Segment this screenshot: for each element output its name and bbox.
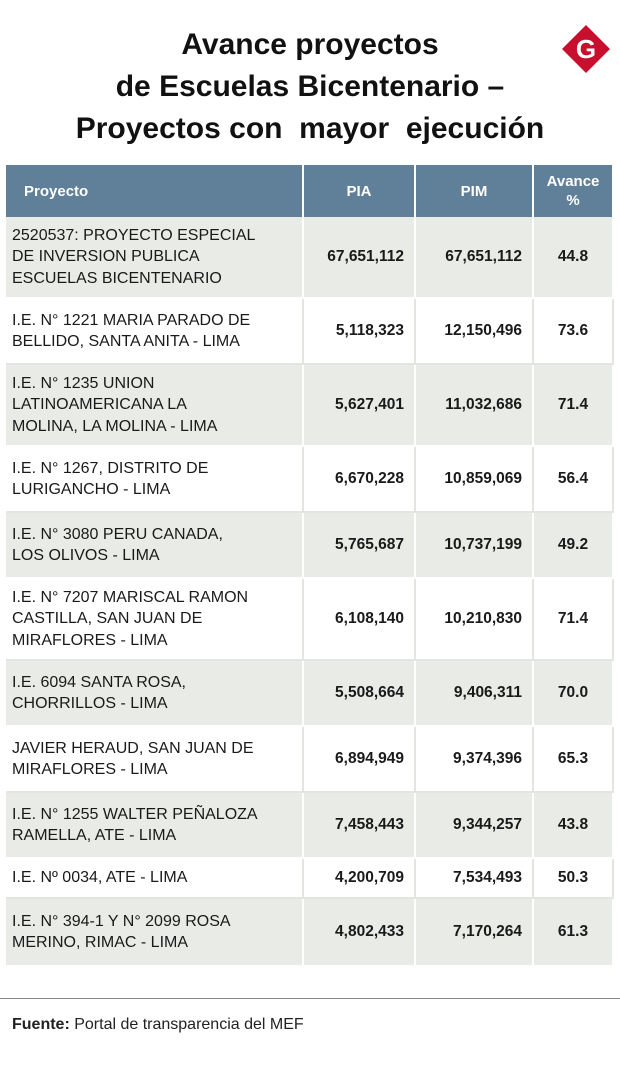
table-row [6,899,614,967]
cell-proyecto [6,727,304,793]
cell-avance-text: 71.4 [557,396,589,413]
cell-pim [416,661,534,727]
cell-avance-text: 50.3 [557,869,589,886]
cell-proyecto [6,365,304,447]
cell-avance [534,793,614,859]
cell-pim-text: 12,150,496 [444,322,522,339]
title-line-3: Proyectos con mayor ejecución [75,112,545,145]
cell-pim [416,899,534,967]
table-row [6,217,614,299]
gestion-logo-icon [561,24,611,74]
cell-proyecto [6,899,304,967]
cell-pia [304,365,416,447]
cell-proyecto [6,447,304,513]
cell-pim [416,447,534,513]
title-line-2: de Escuelas Bicentenario – [115,70,505,103]
col-header-avance-line2: % [566,192,580,209]
cell-pia [304,793,416,859]
cell-pia [304,859,416,899]
cell-avance [534,217,614,299]
cell-pim-text: 10,210,830 [444,610,522,627]
source-text: Portal de transparencia del MEF [69,1016,304,1033]
cell-avance [534,513,614,579]
table-row [6,365,614,447]
cell-pia-text: 4,200,709 [335,869,404,886]
col-header-proyecto: Proyecto [6,165,304,217]
cell-avance-text: 70.0 [557,684,589,701]
cell-pia-text: 5,765,687 [335,536,404,553]
cell-pia-text: 5,627,401 [335,396,404,413]
table-row [6,513,614,579]
table-row [6,447,614,513]
cell-proyecto-text: JAVIER HERAUD, SAN JUAN DE MIRAFLORES - LIMA [12,739,254,778]
projects-table [6,165,614,967]
cell-pia-text: 6,108,140 [335,610,404,627]
cell-pia [304,579,416,661]
cell-avance [534,365,614,447]
cell-pim-text: 10,737,199 [444,536,522,553]
cell-pim-text: 9,374,396 [453,750,522,767]
table-row [6,727,614,793]
cell-pia-text: 5,118,323 [335,322,404,339]
cell-pim [416,793,534,859]
table-row [6,661,614,727]
cell-pia [304,727,416,793]
cell-proyecto-text: I.E. N° 394-1 Y N° 2099 ROSA MERINO, RIMAC - LIMA [12,912,231,951]
cell-avance-text: 49.2 [557,536,589,553]
cell-pia-text: 7,458,443 [335,816,404,833]
table-row [6,793,614,859]
source-note [12,1016,304,1034]
cell-pia [304,899,416,967]
cell-proyecto-text: I.E. N° 1235 UNION LATINOAMERICANA LA MOLINA, LA MOLINA - LIMA [12,374,218,435]
cell-pia-text: 6,894,949 [335,750,404,767]
cell-pim [416,859,534,899]
cell-pim [416,365,534,447]
table-header-row [6,165,614,217]
cell-avance-text: 44.8 [557,248,589,265]
footer-divider [0,998,620,999]
cell-avance-text: 56.4 [557,470,589,487]
table-row [6,859,614,899]
cell-pim-text: 7,170,264 [453,923,522,940]
cell-pim-text: 10,859,069 [444,470,522,487]
cell-pia [304,217,416,299]
cell-avance [534,727,614,793]
cell-pia [304,513,416,579]
cell-pim-text: 11,032,686 [445,396,522,413]
cell-proyecto [6,579,304,661]
cell-pim-text: 9,406,311 [453,684,522,701]
cell-proyecto-text: I.E. Nº 0034, ATE - LIMA [12,869,188,887]
col-header-avance [534,165,614,217]
logo-letter: G [575,34,597,64]
cell-avance-text: 61.3 [557,923,589,940]
cell-proyecto [6,793,304,859]
cell-pim-text: 7,534,493 [453,869,522,886]
cell-pia-text: 67,651,112 [327,248,404,265]
cell-avance [534,899,614,967]
cell-pia-text: 4,802,433 [335,923,404,940]
cell-pia [304,447,416,513]
cell-proyecto-text: I.E. N° 3080 PERU CANADA, LOS OLIVOS - LIMA [12,525,223,564]
cell-proyecto [6,217,304,299]
title-line-1: Avance proyectos [181,28,439,61]
source-label: Fuente: [12,1016,70,1033]
cell-avance [534,859,614,899]
cell-pia-text: 5,508,664 [335,684,404,701]
cell-proyecto [6,661,304,727]
cell-pim [416,727,534,793]
col-header-pim: PIM [416,165,534,217]
col-header-pia: PIA [304,165,416,217]
cell-avance [534,661,614,727]
cell-avance-text: 71.4 [557,610,589,627]
col-header-avance-line1: Avance [546,173,600,190]
cell-pim [416,299,534,365]
cell-avance-text: 43.8 [557,816,589,833]
cell-pim-text: 9,344,257 [453,816,522,833]
cell-proyecto [6,513,304,579]
cell-proyecto-text: I.E. 6094 SANTA ROSA, CHORRILLOS - LIMA [12,673,186,712]
cell-pim [416,579,534,661]
cell-proyecto-text: 2520537: PROYECTO ESPECIAL DE INVERSION PUBLICA ESCUELAS BICENTENARIO [12,226,256,287]
cell-proyecto-text: I.E. N° 1255 WALTER PEÑALOZA RAMELLA, ATE - LIMA [12,805,258,844]
cell-pia [304,661,416,727]
cell-proyecto [6,299,304,365]
cell-proyecto [6,859,304,899]
cell-proyecto-text: I.E. N° 1221 MARIA PARADO DE BELLIDO, SANTA ANITA - LIMA [12,311,251,350]
cell-pim [416,513,534,579]
table-body [6,217,614,967]
cell-proyecto-text: I.E. N° 1267, DISTRITO DE LURIGANCHO - LIMA [12,459,209,498]
cell-avance-text: 73.6 [557,322,589,339]
cell-pim [416,217,534,299]
cell-pim-text: 67,651,112 [445,248,522,265]
cell-avance-text: 65.3 [557,750,589,767]
table-row [6,299,614,365]
table-row [6,579,614,661]
cell-pia [304,299,416,365]
cell-avance [534,299,614,365]
cell-proyecto-text: I.E. N° 7207 MARISCAL RAMON CASTILLA, SAN JUAN DE MIRAFLORES - LIMA [12,588,249,649]
cell-avance [534,447,614,513]
cell-avance [534,579,614,661]
chart-title [0,24,620,150]
cell-pia-text: 6,670,228 [335,470,404,487]
